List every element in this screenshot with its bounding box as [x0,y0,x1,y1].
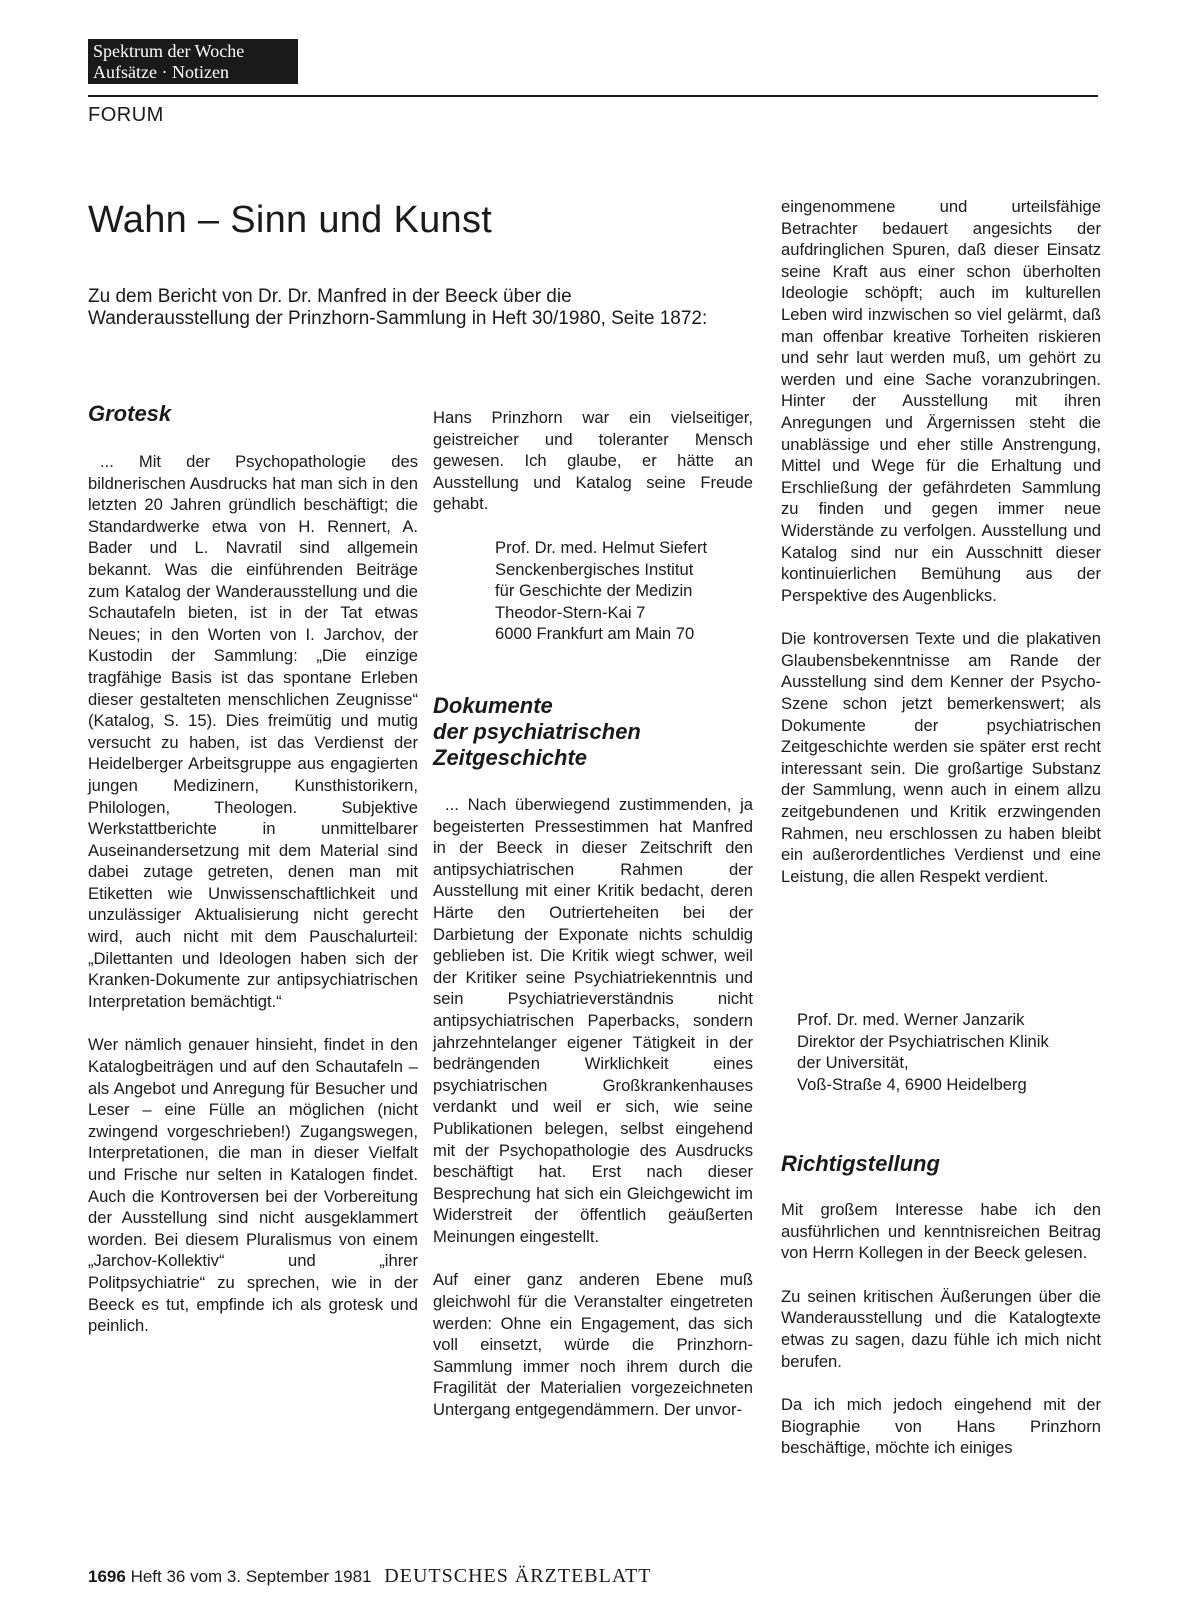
letter2-signature [781,1009,1101,1095]
rubric-line-1: Spektrum der Woche [93,41,245,61]
section-label: FORUM [88,104,164,126]
magazine-name: DEUTSCHES ÄRZTEBLATT [384,1565,652,1587]
signature-line: Voß-Straße 4, 6900 Heidelberg [797,1074,1027,1094]
page-footer [88,1565,652,1588]
letter3-column [781,1199,1101,1459]
letter2-heading-line: Zeitgeschichte [433,745,588,770]
letter3-heading: Richtigstellung [781,1151,940,1176]
signature-line: Prof. Dr. med. Werner Janzarik [797,1010,1025,1029]
page-number: 1696 [88,1567,126,1586]
issue-info: Heft 36 vom 3. September 1981 [130,1567,372,1586]
letter2-heading-block [433,693,753,771]
letter1-heading: Grotesk [88,401,172,426]
letter3-paragraph-2: Zu seinen kritischen Äußerungen über die Wanderausstellung und die Katalogtexte etwas zu sagen, dazu fühle ich mich nicht berufen. [781,1286,1101,1371]
letter1-heading-block [88,401,418,427]
letter1-signature [433,537,753,645]
letter2-paragraph-2: Auf einer ganz anderen Ebene muß gleichwohl für die Veranstalter eingetreten werden: Ohne ein Engagement, das sich voll einsetzt, würde die Prinzhorn-Sammlung immer noch ihrem durch die Fragilität der Materialien vorgezeichneten Untergang entgegendämmern. Der unvor- [433,1270,753,1420]
signature-line: 6000 Frankfurt am Main 70 [495,624,695,644]
letter2-heading-line: Dokumente [433,693,553,718]
article-title: Wahn – Sinn und Kunst [88,199,493,241]
letter1-paragraph-1: ... Mit der Psychopathologie des bildnerischen Ausdrucks hat man sich in den letzten 20 Jahren gründlich beschäftigt; die Standardwerke etwa von H. Rennert, A. Bader und L. Navratil sind allgemein bekannt. Was die einführenden Beiträge zum Katalog der Wanderausstellung und die Schautafeln bieten, ist in der Tat etwas Neues; in den Worten von I. Jarchov, der Kustodin der Sammlung: „Die einzige tragfähige Basis ist das spontane Erleben dieser gestalteten menschlichen Zeugnisse“ (Katalog, S. 15). Dies freimütig und mutig versucht zu haben, ist das Verdienst der Heidelberger Arbeitsgruppe aus engagierten jungen Medizinern, Kunsthistorikern, Philologen, Theologen. Subjektive Werkstattberichte in unmittelbarer Auseinandersetzung mit dem Material sind dabei zutage getreten, denen man mit Etiketten wie Unwissenschaftlichkeit und unzulässiger Aktualisierung nicht gerecht wird, auch nicht mit dem Pauschalurteil: „Dilettanten und Ideologen haben sich der Kranken-Dokumente zur antipsychiatrischen Interpretation bemächtigt.“ [88,452,418,1011]
signature-line: der Universität, [797,1053,909,1073]
letter2-paragraph-2-continued: eingenommene und urteilsfähige Betrachter bedauert angesichts der aufdringlichen Spuren, daß dieser Einsatz seine Kraft aus einer schon überholten Ideologie schöpft; auch im kulturellen Leben wird inzwischen so viel gelärmt, daß man offenbar kreative Torheiten riskieren und sehr laut werden muß, um gehört zu werden und eine Sache voranzubringen. Hinter der Ausstellung mit ihren Anregungen und Ärgernissen steht die unablässige und eher stille Anstrengung, Mittel und Wege für die Erhaltung und Erschließung der gefährdeten Sammlung zu finden und gegen immer neue Widerstände zu verfolgen. Ausstellung und Katalog sind nur ein Ausschnitt dieser kontinuierlichen Bemühung aus der Perspektive des Augenblicks. [781,197,1101,605]
letter2-column [433,794,753,1421]
letter3-heading-block [781,1151,1101,1177]
letter3-paragraph-1: Mit großem Interesse habe ich den ausführlichen und kenntnisreichen Beitrag von Herrn Kollegen in der Beeck gelesen. [781,1200,1101,1263]
letter1-column [88,451,418,1337]
letter1-paragraph-3: Hans Prinzhorn war ein vielseitiger, geistreicher und toleranter Mensch gewesen. Ich glaube, er hätte an Ausstellung und Katalog seine Freude gehabt. [433,408,753,514]
letter1-continued [433,407,753,645]
letter3-paragraph-3: Da ich mich jedoch eingehend mit der Biographie von Hans Prinzhorn beschäftige, möchte ich einiges [781,1395,1101,1458]
letter2-heading-line: der psychiatrischen [433,719,641,744]
letter1-paragraph-2: Wer nämlich genauer hinsieht, findet in den Katalogbeiträgen und auf den Schautafeln – als Angebot und Anregung für Besucher und Leser – eine Fülle an möglichen (nicht zwingend vorgeschrieben!) Zugangswegen, Interpretationen, die man in dieser Vielfalt und Frische nur selten in Katalogen findet. Auch die Kontroversen bei der Vorbereitung der Ausstellung sind nicht ausgeklammert worden. Bei diesem Pluralismus von einem „Jarchov-Kollektiv“ und „ihrer Politpsychiatrie“ zu sprechen, wie in der Beeck es tut, empfinde ich als grotesk und peinlich. [88,1035,418,1336]
signature-line: Theodor-Stern-Kai 7 [495,602,646,622]
signature-line: für Geschichte der Medizin [495,581,693,601]
letter2-continued [781,1009,1101,1095]
signature-line: Senckenbergisches Institut [495,559,694,579]
letter2-paragraph-1: ... Nach überwiegend zustimmenden, ja begeisterten Pressestimmen hat Manfred in der Beeck in dieser Zeitschrift den antipsychiatrischen Rahmen der Ausstellung mit einer Kritik bedacht, deren Härte den Outrierteheiten bei der Darbietung der Exponate nichts schuldig geblieben ist. Die Kritik wiegt schwer, weil der Kritiker seine Psychiatriekenntnis und sein Psychiatrieverständnis nicht antipsychiatrischen Paperbacks, sondern jahrzehntelanger eigener Tätigkeit in der bedrängenden Wirklichkeit eines psychiatrischen Großkrankenhauses verdankt und weil er sich, wie seine Publikationen belegen, selbst eingehend mit der Psychopathologie des Ausdrucks beschäftigt hat. Erst nach dieser Besprechung hat sich ein Gleichgewicht im Widerstreit der öffentlich geäußerten Meinungen eingestellt. [433,795,753,1246]
letter2-paragraph-3: Die kontroversen Texte und die plakativen Glaubensbekenntnisse am Rande der Ausstellung sind dem Kenner der Psycho-Szene schon jetzt bemerkenswert; als Dokumente der psychiatrischen Zeitgeschichte werden sie später erst recht interessant sein. Die großartige Substanz der Sammlung, wenn auch in einem allzu zeitgebundenen und Kritik erzwingenden Rahmen, neu erschlossen zu haben bleibt ein außerordentliches Verdienst und eine Leistung, die allen Respekt verdient. [781,629,1101,886]
article-intro: Zu dem Bericht von Dr. Dr. Manfred in der Beeck über die Wanderausstellung der Prinzhorn-Sammlung in Heft 30/1980, Seite 1872: [88,286,708,329]
letter2-column-3 [781,196,1101,887]
signature-line: Direktor der Psychiatrischen Klinik [797,1031,1049,1051]
signature-line: Prof. Dr. med. Helmut Siefert [495,537,708,557]
rubric-line-2: Aufsätze · Notizen [93,62,229,82]
rubric-box [88,39,298,84]
header-rule [88,95,1098,97]
